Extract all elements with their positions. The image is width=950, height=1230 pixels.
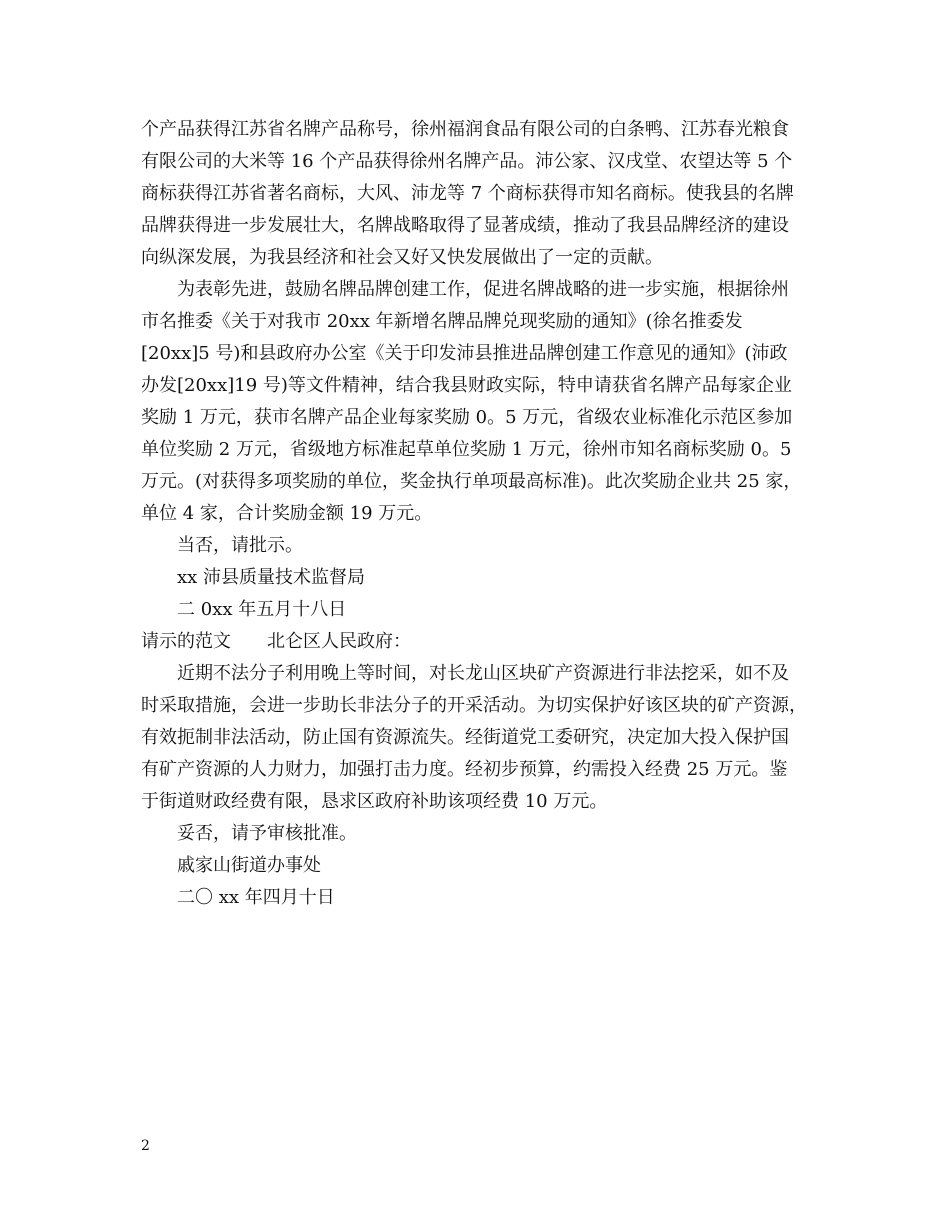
document-body <box>141 114 831 914</box>
body-line-9: 办发[20xx]19 号)等文件精神，结合我县财政实际，特申请获省名牌产品每家企业 <box>141 375 792 396</box>
body-line-2: 有限公司的大米等 16 个产品获得徐州名牌产品。沛公家、汉戌堂、农望达等 5 个 <box>141 151 793 172</box>
approval-request-line: 妥否，请予审核批准。 <box>177 823 357 844</box>
body-line-23: 于街道财政经费有限，恳求区政府补助该项经费 10 万元。 <box>141 791 608 812</box>
page-number: 2 <box>141 1138 150 1154</box>
second-date-line: 二〇 xx 年四月十日 <box>177 887 335 908</box>
body-line-21: 有效扼制非法活动，防止国有资源流失。经街道党工委研究，决定加大投入保护国 <box>141 727 789 748</box>
body-line-20: 时采取措施，会进一步助长非法分子的开采活动。为切实保护好该区块的矿产资源， <box>141 695 807 716</box>
recipient-label: 北仑区人民政府： <box>267 631 411 652</box>
body-line-19: 近期不法分子利用晚上等时间，对长龙山区块矿产资源进行非法挖采，如不及 <box>177 663 789 684</box>
body-line-5: 向纵深发展，为我县经济和社会又好又快发展做出了一定的贡献。 <box>141 247 663 268</box>
body-line-22: 有矿产资源的人力财力，加强打击力度。经初步预算，约需投入经费 25 万元。鉴 <box>141 759 788 780</box>
date-line: 二 0xx 年五月十八日 <box>177 599 347 620</box>
body-line-6: 为表彰先进，鼓励名牌品牌创建工作，促进名牌战略的进一步实施，根据徐州 <box>177 279 789 300</box>
office-name-line: 戚家山街道办事处 <box>177 855 321 876</box>
body-line-4: 品牌获得进一步发展壮大，名牌战略取得了显著成绩，推动了我县品牌经济的建设 <box>141 215 789 236</box>
body-line-10: 奖励 1 万元，获市名牌产品企业每家奖励 0。5 万元，省级农业标准化示范区参加 <box>141 407 793 428</box>
body-line-12: 万元。(对获得多项奖励的单位，奖金执行单项最高标准)。此次奖励企业共 25 家， <box>141 471 802 492</box>
sample-heading-label: 请示的范文 <box>141 631 231 652</box>
body-line-7: 市名推委《关于对我市 20xx 年新增名牌品牌兑现奖励的通知》(徐名推委发 <box>141 311 743 332</box>
body-line-11: 单位奖励 2 万元，省级地方标准起草单位奖励 1 万元，徐州市知名商标奖励 0。5 <box>141 439 792 460</box>
issuer-line: xx 沛县质量技术监督局 <box>177 567 366 588</box>
body-line-8: [20xx]5 号)和县政府办公室《关于印发沛县推进品牌创建工作意见的通知》(沛政 <box>141 343 788 364</box>
body-line-1: 个产品获得江苏省名牌产品称号，徐州福润食品有限公司的白条鸭、江苏春光粮食 <box>141 119 789 140</box>
sample-heading-line <box>141 626 831 658</box>
body-line-13: 单位 4 家，合计奖励金额 19 万元。 <box>141 503 433 524</box>
closing-request-line: 当否，请批示。 <box>177 535 303 556</box>
body-line-3: 商标获得江苏省著名商标，大风、沛龙等 7 个商标获得市知名商标。使我县的名牌 <box>141 183 794 204</box>
